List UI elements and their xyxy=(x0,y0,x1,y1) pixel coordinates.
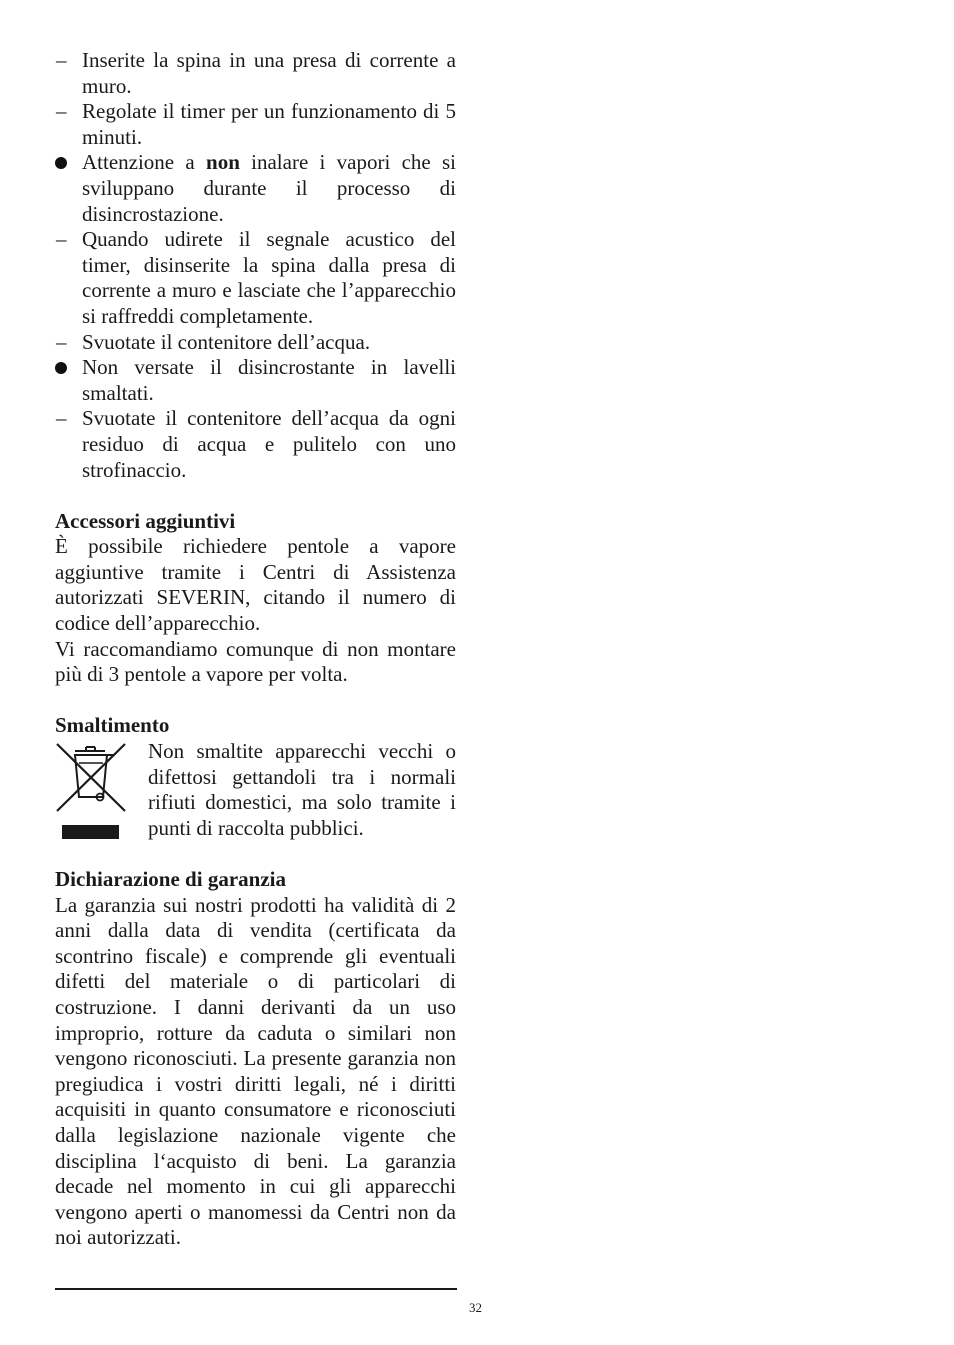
text-column xyxy=(55,48,456,1251)
list-item-warning xyxy=(55,150,456,227)
accessories-heading: Accessori aggiuntivi xyxy=(55,508,236,533)
weee-symbol xyxy=(55,739,148,841)
list-item xyxy=(55,48,456,99)
list-item-warning xyxy=(55,355,456,406)
list-item-text xyxy=(82,150,456,227)
dash-marker: – xyxy=(56,99,67,124)
disposal-heading: Smaltimento xyxy=(55,713,170,738)
list-item xyxy=(55,99,456,150)
list-item xyxy=(55,227,456,329)
bullet-dot-icon xyxy=(55,157,67,169)
warranty-heading: Dichiarazione di garanzia xyxy=(55,867,286,891)
dash-marker: – xyxy=(56,48,67,72)
accessories-paragraph: È possibile richiedere pentole a vapore aggiuntive tramite i Centri di Assistenza autorizzati SEVERIN, citando il numero di codice dell’apparecchio. xyxy=(55,534,456,636)
list-item-text: Non versate il disincrostante in lavelli smaltati. xyxy=(82,355,456,405)
instruction-list xyxy=(55,48,456,483)
list-item xyxy=(55,406,456,483)
crossed-out-wheelie-bin-icon xyxy=(55,741,127,841)
list-item-text: Svuotate il contenitore dell’acqua da ogni residuo di acqua e pulitelo con uno strofinaccio. xyxy=(82,406,456,482)
warning-bold-word: non xyxy=(206,150,240,175)
page-number: 32 xyxy=(469,1300,482,1315)
warning-text-after: inalare i vapori che si sviluppano durante il processo di disincrostazione. xyxy=(82,150,457,226)
list-item-text: Inserite la spina in una presa di corrente a muro. xyxy=(82,48,456,98)
list-item xyxy=(55,330,456,356)
dash-marker: – xyxy=(56,329,67,354)
list-item-text: Quando udirete il segnale acustico del timer, disinserite la spina dalla presa di corrente a muro e lasciate che l’apparecchio si raffreddi completamente. xyxy=(82,227,456,328)
bullet-marker xyxy=(55,150,82,176)
footer-divider xyxy=(55,1288,457,1290)
list-item-text: Regolate il timer per un funzionamento di 5 minuti. xyxy=(82,99,456,149)
dash-marker: – xyxy=(56,227,67,252)
list-item-text: Svuotate il contenitore dell’acqua. xyxy=(82,329,371,354)
accessories-recommendation: Vi raccomandiamo comunque di non montare più di 3 pentole a vapore per volta. xyxy=(55,636,456,687)
warning-text-before: Attenzione a xyxy=(82,150,207,175)
bullet-marker xyxy=(55,355,82,381)
disposal-text: Non smaltite apparecchi vecchi o difettosi gettandoli tra i normali rifiuti domestici, ma solo tramite i punti di raccolta pubblici. xyxy=(148,739,456,840)
dash-marker: – xyxy=(56,406,67,431)
bullet-dot-icon xyxy=(55,362,67,374)
disposal-block xyxy=(55,739,456,841)
warranty-text: La garanzia sui nostri prodotti ha validità di 2 anni dalla data di vendita (certificata da scontrino fiscale) e comprende gli eventuali difetti del materiale o di particolari di costruzione. I danni derivanti da un uso improprio, rotture da caduta o similari non vengono riconosciuti. La presente garanzia non pregiudica i vostri diritti legali, né i diritti acquisiti in quanto consumatore e riconosciuti dalla legislazione nazionale vigente che disciplina l‘acquisto di beni. La garanzia decade nel momento in cui gli apparecchi vengono aperti o manomessi da Centri non da noi autorizzati. xyxy=(55,892,456,1250)
